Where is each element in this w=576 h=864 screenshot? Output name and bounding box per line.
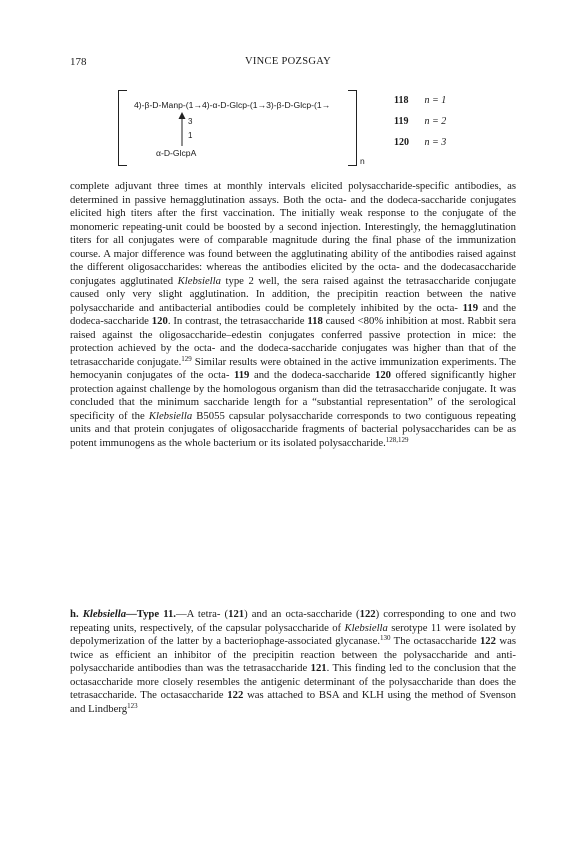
text-run: and the dodeca-saccharide <box>249 369 375 381</box>
text-run: ) corresponding to one and two repeating units, respectively, of the capsular polysaccharide of <box>70 608 516 634</box>
right-bracket <box>348 90 357 166</box>
compound-ref: 121 <box>310 662 327 674</box>
repeating-unit-formula <box>118 90 368 166</box>
text-run: Similar results were obtained in the active immunization experiments. The hemocyanin conjugates of the octa- <box>70 355 517 381</box>
text-run: . This finding led to the conclusion that the octasaccharide more closely resembles the antigenic determinant of the polysaccharide than does the tetrasaccharide. The octasaccharide <box>70 662 516 701</box>
text-run: was twice as efficient an inhibitor of the precipitin reaction between the polysaccharide and anti-polysaccharide antibodies than was the tetrasaccharide <box>70 635 516 674</box>
text-run: type 2 well, the sera raised against the tetrasaccharide conjugate caused only very slight agglutination. In addition, the precipitin reaction between the native polysaccharide and antibacterial antibodies could be completely inhibited by the octa- <box>70 274 516 314</box>
body-paragraph-klebsiella-type-11 <box>70 608 516 716</box>
genus-name: Klebsiella <box>344 621 388 634</box>
text-run: offered significantly higher protection against challenge by the homologous organism than did the tetrasaccharide conjugate. It was concluded that the minimum saccharide length for a “substantial representation” of the serological specificity of the <box>70 369 517 422</box>
compound-ref: 121 <box>228 608 245 620</box>
compound-ref: 119 <box>233 369 250 381</box>
citation: 128,129 <box>385 435 409 444</box>
text-run: B5055 capsular polysaccharide corresponds to two contiguous repeating units and that protein conjugates of oligosaccharide fragments of bacterial polysaccharides can be as potent immunogens as the whole bacterium or its isolated polysaccharide. <box>70 409 516 449</box>
compound-ref: 122 <box>479 635 496 647</box>
compound-list <box>394 95 446 158</box>
text-run: . In contrast, the tetrasaccharide <box>167 315 308 327</box>
text-run: caused <80% inhibition at most. Rabbit sera raised against the oligosaccharide–edestin conjugates conferred passive protection in mice: the protection achieved by the octa- and the dodeca-saccharide conjugates was higher than that of the tetrasaccharide conjugate. <box>70 315 516 368</box>
main-chain: 4)-β-D-Manp-(1→4)-α-D-Glcp-(1→3)-β-D-Glcp-(1→ <box>134 100 331 110</box>
page-number: 178 <box>70 56 87 68</box>
compound-number: 120 <box>394 137 409 148</box>
compound-number: 119 <box>394 116 409 127</box>
compound-ref: 120 <box>151 315 168 327</box>
compound-n-value: n = 1 <box>424 95 447 106</box>
citation: 123 <box>127 701 138 710</box>
compound-row <box>394 137 446 158</box>
compound-ref: 119 <box>462 301 479 314</box>
compound-row <box>394 95 446 116</box>
compound-row <box>394 116 446 137</box>
section-title: —Type 11. <box>126 608 176 620</box>
compound-ref: 120 <box>374 369 391 381</box>
repeat-subscript: n <box>360 156 365 166</box>
branch-residue: α-D-GlcpA <box>156 148 197 158</box>
left-bracket <box>118 90 127 166</box>
compound-n-value: n = 3 <box>424 137 447 148</box>
compound-ref: 118 <box>307 315 323 327</box>
compound-ref: 122 <box>359 608 376 620</box>
text-run: ) and an octa-saccharide ( <box>244 608 360 620</box>
branch-link-position-3: 3 <box>188 117 193 126</box>
branch-arrow-icon <box>177 112 187 148</box>
text-run: and the dodeca-saccharide <box>70 301 516 327</box>
section-heading <box>70 608 176 620</box>
text-run: The octasaccharide <box>390 635 480 647</box>
text-run: was attached to BSA and KLH using the method of Svenson and Lindberg <box>70 689 516 715</box>
body-paragraph-klebsiella-b5055 <box>70 180 516 450</box>
branch-link-position-1: 1 <box>188 131 193 140</box>
text-run: serotype 11 were isolated by depolymerization of the latter by a bacteriophage-associated glycanase. <box>70 621 516 647</box>
compound-ref: 122 <box>227 689 244 701</box>
running-head: VINCE POZSGAY <box>244 56 332 67</box>
genus-name: Klebsiella <box>177 274 221 287</box>
section-letter: h. <box>70 608 83 620</box>
citation: 130 <box>380 634 391 642</box>
genus-name: Klebsiella <box>148 409 193 422</box>
text-run: —A tetra- ( <box>175 608 229 620</box>
compound-n-value: n = 2 <box>424 116 447 127</box>
compound-number: 118 <box>394 95 409 106</box>
section-genus: Klebsiella <box>82 608 127 620</box>
text-run: complete adjuvant three times at monthly intervals elicited polysaccharide-specific antibodies, as determined in passive hemagglutination assays. Both the octa- and the dodeca-saccharide conjugates elicited high titers after the first vaccination. The initially weak response to the conjugate of the monomeric repeating-unit could be boosted by a second injection. Interestingly, the hemagglutination titers for all conjugates were of comparable magnitude during the final phase of the immunization course. A major difference was found between the agglutinating ability of the antibodies raised against the different oligosaccharides: whereas the antibodies elicited by the octa- and the dodecasaccharide conjugates agglutinated <box>70 180 516 287</box>
citation: 129 <box>181 354 192 363</box>
